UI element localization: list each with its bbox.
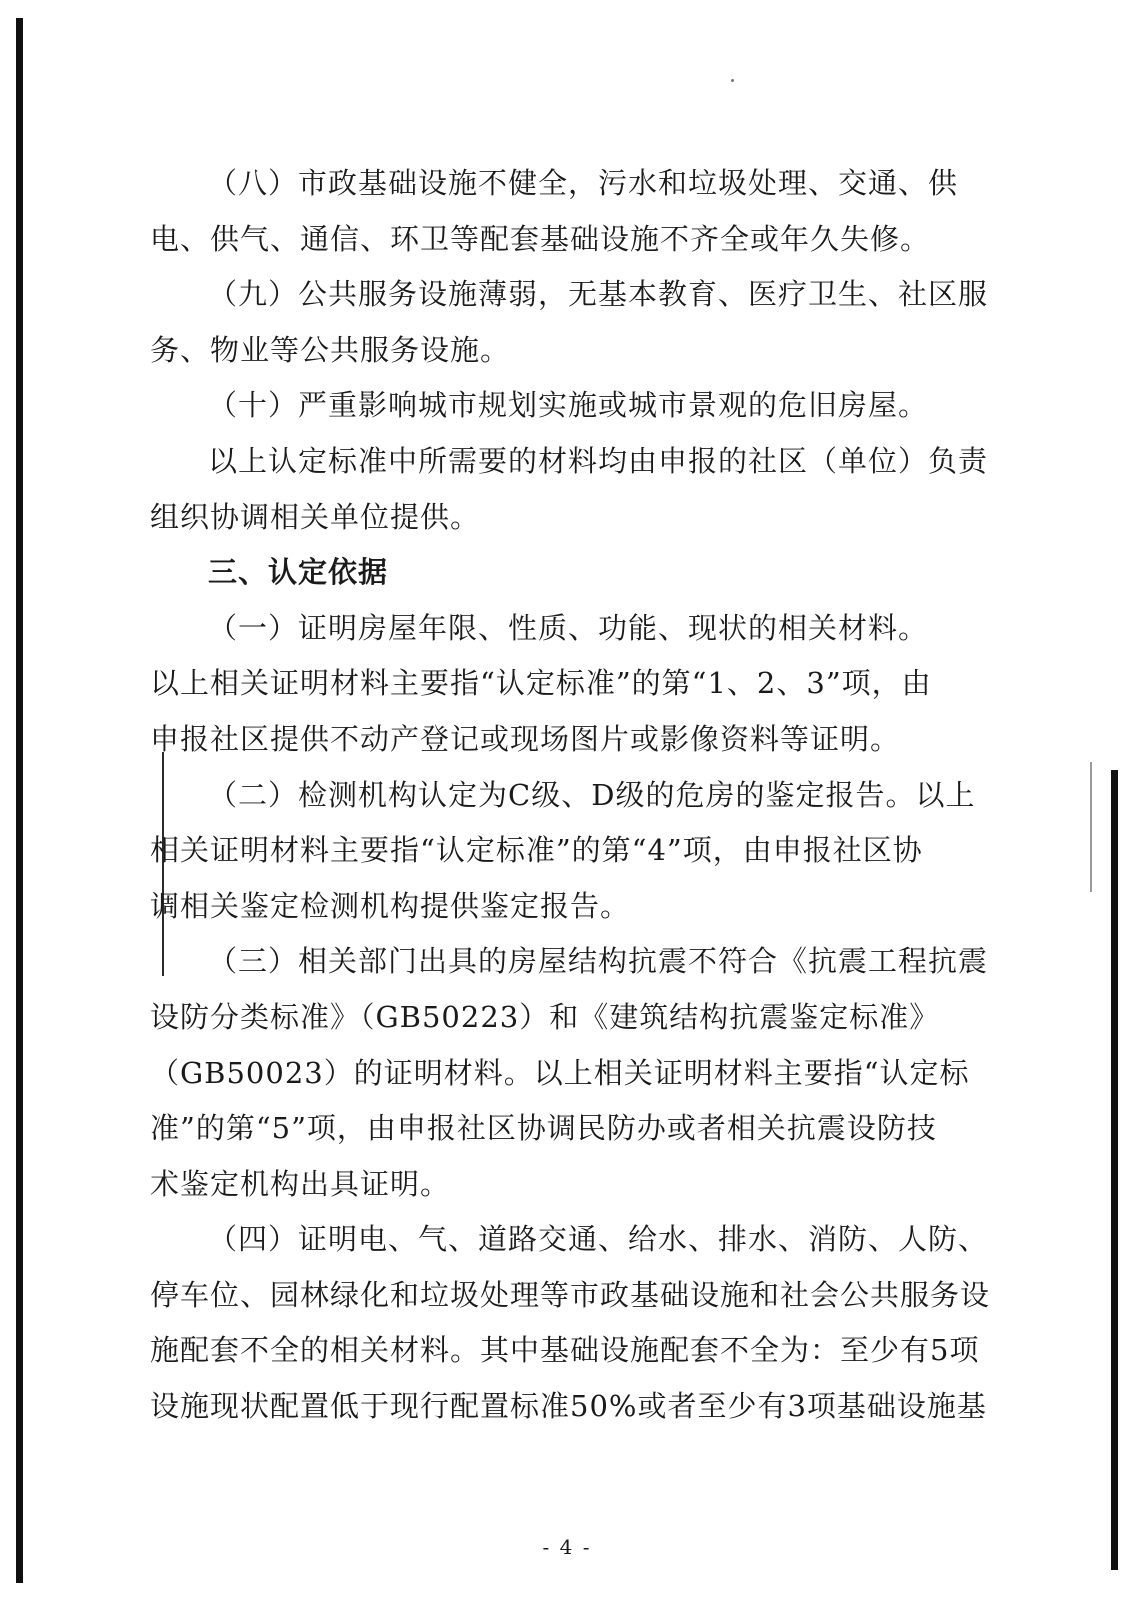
paragraph-line: （二）检测机构认定为C级、D级的危房的鉴定报告。以上 (208, 777, 976, 812)
scan-left-edge (16, 18, 23, 1583)
scan-right-edge (1111, 770, 1118, 1570)
document-body (150, 156, 990, 1435)
paragraph-line: （三）相关部门出具的房屋结构抗震不符合《抗震工程抗震 (208, 944, 989, 979)
paragraph-line: 以上相关证明材料主要指“认定标准”的第“1、2、3”项，由 (150, 666, 932, 701)
paragraph-line: 组织协调相关单位提供。 (150, 499, 481, 534)
page-number: - 4 - (542, 1535, 592, 1559)
paragraph-line: 设防分类标准》（GB50223）和《建筑结构抗震鉴定标准》 (150, 999, 940, 1034)
scan-artifact-line (1090, 762, 1092, 892)
paragraph-line: 电、供气、通信、环卫等配套基础设施不齐全或年久失修。 (150, 221, 931, 256)
paragraph-line: （十）严重影响城市规划实施或城市景观的危旧房屋。 (208, 388, 929, 423)
paragraph-line: 调相关鉴定检测机构提供鉴定报告。 (150, 888, 631, 923)
paragraph-line: 术鉴定机构出具证明。 (150, 1166, 451, 1201)
section-heading: 三、认定依据 (208, 555, 389, 590)
paragraph-line: 施配套不全的相关材料。其中基础设施配套不全为：至少有5项 (150, 1333, 980, 1368)
scan-speck (731, 79, 734, 82)
paragraph-line: 设施现状配置低于现行配置标准50%或者至少有3项基础设施基 (150, 1389, 987, 1424)
paragraph-line: 停车位、园林绿化和垃圾处理等市政基础设施和社会公共服务设 (150, 1277, 991, 1312)
paragraph-line: （九）公共服务设施薄弱，无基本教育、医疗卫生、社区服 (208, 277, 989, 312)
paragraph-line: 以上认定标准中所需要的材料均由申报的社区（单位）负责 (208, 443, 989, 478)
paragraph-line: （一）证明房屋年限、性质、功能、现状的相关材料。 (208, 610, 929, 645)
paragraph-line: （四）证明电、气、道路交通、给水、排水、消防、人防、 (208, 1222, 989, 1257)
paragraph-line: 申报社区提供不动产登记或现场图片或影像资料等证明。 (150, 721, 901, 756)
paragraph-line: （八）市政基础设施不健全，污水和垃圾处理、交通、供 (208, 166, 959, 200)
paragraph-line: （GB50023）的证明材料。以上相关证明材料主要指“认定标 (150, 1055, 970, 1090)
paragraph-line: 相关证明材料主要指“认定标准”的第“4”项，由申报社区协 (150, 833, 923, 868)
paragraph-line: 务、物业等公共服务设施。 (150, 332, 511, 367)
paragraph-line: 准”的第“5”项，由申报社区协调民防办或者相关抗震设防技 (150, 1111, 937, 1146)
